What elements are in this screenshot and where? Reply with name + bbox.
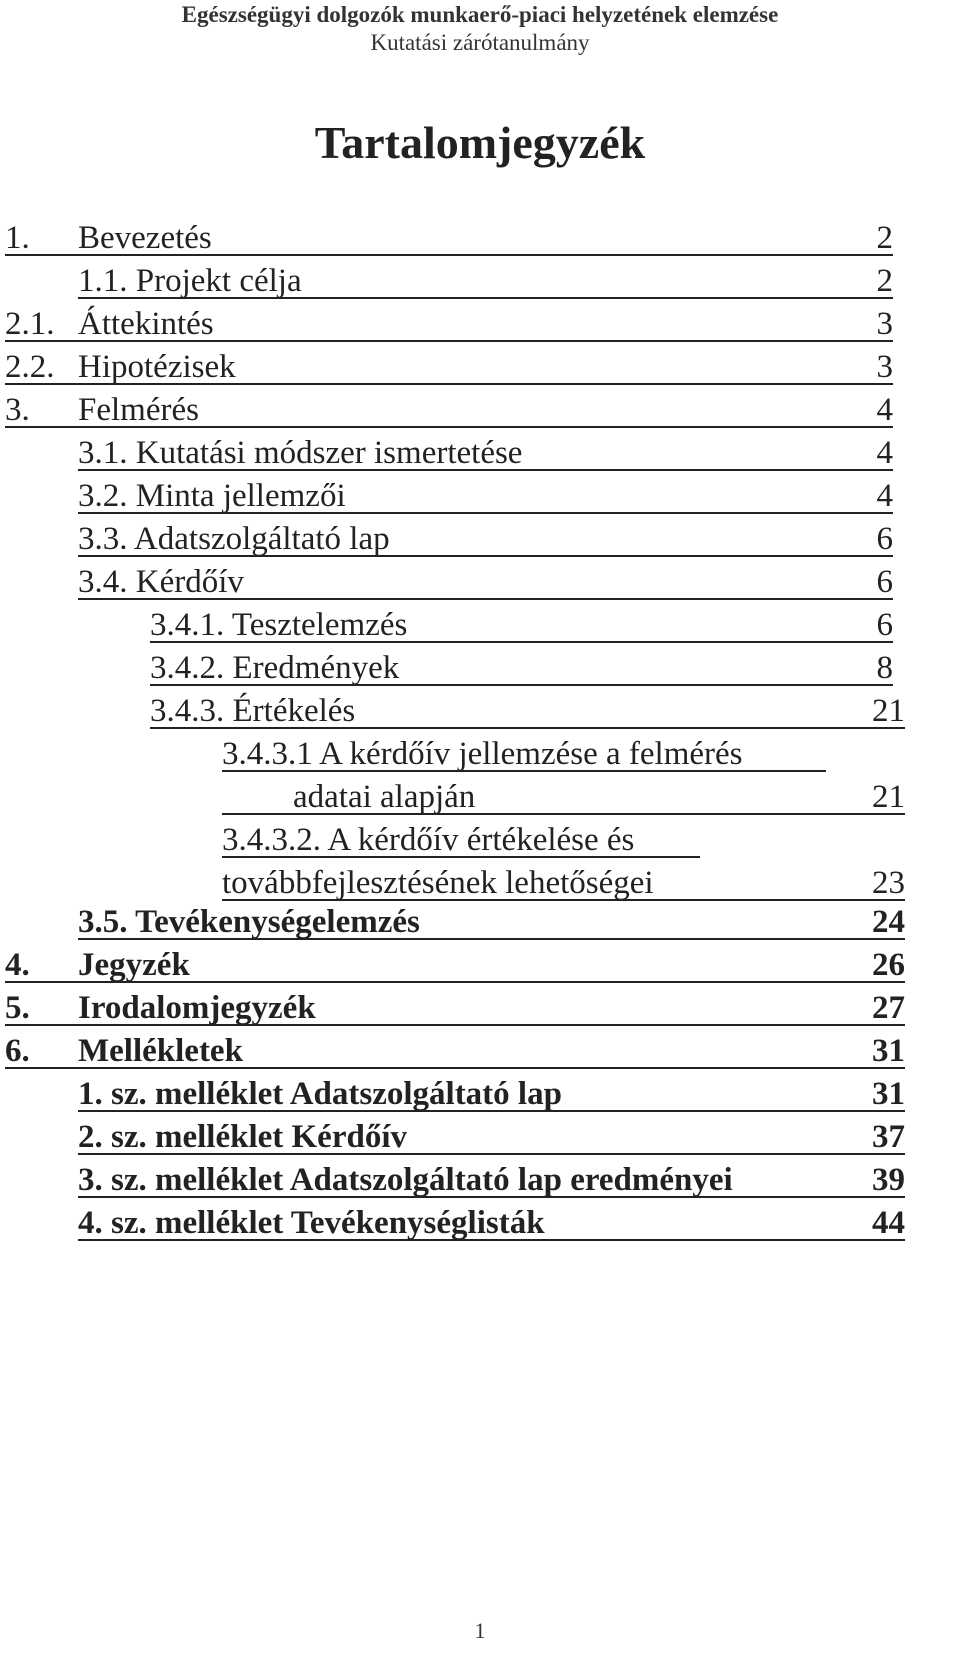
- toc-entry-title: Irodalomjegyzék: [78, 990, 316, 1026]
- toc-entry-page: 8: [876, 650, 893, 686]
- toc-entry-title: Hipotézisek: [78, 349, 236, 385]
- toc-entry-page: 23: [872, 865, 905, 901]
- toc-entry-page: 37: [872, 1119, 905, 1155]
- toc-entry-page: 3: [876, 349, 893, 385]
- toc-entry-page: 44: [872, 1205, 905, 1241]
- toc-entry-number: 1.: [5, 220, 30, 256]
- toc-entry-title: 3.3. Adatszolgáltató lap: [78, 521, 390, 557]
- toc-entry-title: 3.4.1. Tesztelemzés: [150, 607, 408, 643]
- toc-entry[interactable]: [0, 431, 960, 475]
- toc-entry-page: 39: [872, 1162, 905, 1198]
- toc-entry-number: 5.: [5, 990, 30, 1026]
- toc-entry-underline: [5, 254, 893, 256]
- toc-entry-title: 3.4. Kérdőív: [78, 564, 244, 600]
- toc-entry-number: 2.2.: [5, 349, 55, 385]
- toc-entry-page: 4: [876, 478, 893, 514]
- toc-entry-underline: [5, 981, 905, 983]
- toc-entry-title: Jegyzék: [78, 947, 190, 983]
- toc-entry-underline: [78, 555, 893, 557]
- toc-entry[interactable]: [0, 900, 960, 944]
- toc-entry[interactable]: [0, 259, 960, 303]
- toc-entry-number: 4.: [5, 947, 30, 983]
- toc-entry[interactable]: [0, 986, 960, 1030]
- toc-entry-page: 4: [876, 392, 893, 428]
- document-title: Egészségügyi dolgozók munkaerő-piaci helyzetének elemzése: [181, 2, 779, 27]
- toc-entry-title: 2. sz. melléklet Kérdőív: [78, 1119, 408, 1155]
- toc-entry-underline: [5, 340, 893, 342]
- toc-entry[interactable]: [0, 732, 960, 776]
- toc-entry-page: 21: [872, 693, 905, 729]
- toc-entry[interactable]: [0, 603, 960, 647]
- toc-entry-underline: [78, 512, 893, 514]
- toc-heading: Tartalomjegyzék: [314, 117, 646, 168]
- toc-entry-underline: [5, 1067, 905, 1069]
- toc-entry-title: továbbfejlesztésének lehetőségei: [222, 865, 654, 901]
- toc-entry[interactable]: [0, 560, 960, 604]
- toc-entry-title: Áttekintés: [78, 306, 214, 342]
- toc-entry-title: 1. sz. melléklet Adatszolgáltató lap: [78, 1076, 562, 1112]
- toc-entry-title: Felmérés: [78, 392, 199, 428]
- toc-entry[interactable]: [0, 943, 960, 987]
- toc-entry[interactable]: [0, 818, 960, 862]
- toc-entry[interactable]: [0, 517, 960, 561]
- toc-entry-page: 31: [872, 1076, 905, 1112]
- toc-entry-title: 3.1. Kutatási módszer ismertetése: [78, 435, 523, 471]
- toc-entry-page: 27: [872, 990, 905, 1026]
- toc-entry[interactable]: [0, 474, 960, 518]
- toc-entry-number: 6.: [5, 1033, 30, 1069]
- toc-entry-underline: [78, 1196, 905, 1198]
- toc-entry-title: 4. sz. melléklet Tevékenységlisták: [78, 1205, 545, 1241]
- toc-entry-underline: [5, 1024, 905, 1026]
- toc-entry-page: 2: [876, 220, 893, 256]
- toc-entry[interactable]: [0, 689, 960, 733]
- toc-entry-page: 31: [872, 1033, 905, 1069]
- toc-entry-title: 3.5. Tevékenységelemzés: [78, 904, 420, 940]
- toc-entry[interactable]: [0, 1072, 960, 1116]
- toc-entry[interactable]: [0, 388, 960, 432]
- toc-entry-page: 4: [876, 435, 893, 471]
- document-subtitle: Kutatási zárótanulmány: [370, 30, 590, 55]
- toc-entry-underline: [150, 641, 893, 643]
- toc-entry-underline: [78, 1110, 905, 1112]
- toc-entry-page: 6: [876, 564, 893, 600]
- toc-entry-title: 3. sz. melléklet Adatszolgáltató lap eredményei: [78, 1162, 733, 1198]
- toc-entry-title: 1.1. Projekt célja: [78, 263, 302, 299]
- toc-entry[interactable]: [0, 1029, 960, 1073]
- toc-entry-underline: [78, 1153, 905, 1155]
- toc-entry-title: 3.4.2. Eredmények: [150, 650, 400, 686]
- toc-entry-title: 3.4.3.1 A kérdőív jellemzése a felmérés: [222, 736, 743, 772]
- toc-entry-underline: [78, 598, 893, 600]
- toc-entry-underline: [78, 469, 893, 471]
- toc-entry-underline: [222, 856, 700, 858]
- toc-entry-underline: [78, 938, 905, 940]
- toc-entry-underline: [222, 813, 905, 815]
- toc-entry-underline: [78, 1239, 905, 1241]
- toc-entry-title: 3.4.3.2. A kérdőív értékelése és: [222, 822, 635, 858]
- toc-entry-number: 2.1.: [5, 306, 55, 342]
- page-number: 1: [474, 1618, 486, 1643]
- toc-entry-page: 24: [872, 904, 905, 940]
- toc-entry-underline: [150, 727, 905, 729]
- toc-entry-title: adatai alapján: [293, 779, 476, 815]
- toc-entry-title: Mellékletek: [78, 1033, 243, 1069]
- toc-entry[interactable]: [0, 861, 960, 905]
- toc-entry[interactable]: [0, 646, 960, 690]
- toc-entry[interactable]: [0, 1115, 960, 1159]
- toc-entry-underline: [5, 426, 893, 428]
- toc-entry-number: 3.: [5, 392, 30, 428]
- toc-entry-underline: [78, 297, 893, 299]
- toc-entry-page: 6: [876, 607, 893, 643]
- toc-entry[interactable]: [0, 1158, 960, 1202]
- toc-entry[interactable]: [0, 216, 960, 260]
- toc-entry[interactable]: [0, 302, 960, 346]
- toc-entry-underline: [5, 383, 893, 385]
- toc-entry-page: 21: [872, 779, 905, 815]
- toc-entry-page: 26: [872, 947, 905, 983]
- toc-entry[interactable]: [0, 345, 960, 389]
- toc-entry-page: 3: [876, 306, 893, 342]
- toc-entry[interactable]: [0, 1201, 960, 1245]
- toc-entry-underline: [150, 684, 893, 686]
- toc-entry-title: Bevezetés: [78, 220, 212, 256]
- toc-entry-underline: [222, 770, 826, 772]
- toc-entry-title: 3.2. Minta jellemzői: [78, 478, 346, 514]
- toc-entry-title: 3.4.3. Értékelés: [150, 693, 356, 729]
- toc-entry[interactable]: [0, 775, 960, 819]
- toc-entry-page: 2: [876, 263, 893, 299]
- toc-entry-page: 6: [876, 521, 893, 557]
